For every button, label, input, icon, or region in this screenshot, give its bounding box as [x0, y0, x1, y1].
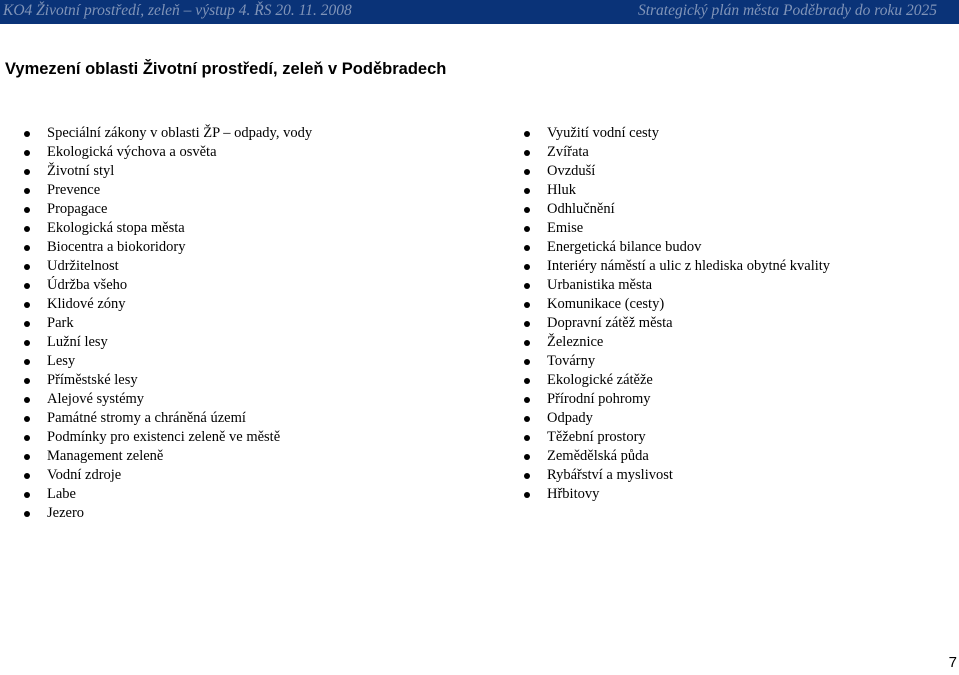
- bullet-icon: [524, 264, 530, 270]
- bullet-icon: [24, 245, 30, 251]
- bullet-icon: [24, 416, 30, 422]
- list-item: [524, 143, 830, 162]
- list-item: [24, 447, 312, 466]
- list-item: [524, 219, 830, 238]
- bullet-icon: [524, 321, 530, 327]
- header-right-text: Strategický plán města Poděbrady do roku 2025: [637, 2, 937, 19]
- list-item-text: Zvířata: [547, 144, 589, 160]
- list-item: [524, 162, 830, 181]
- bullet-icon: [24, 435, 30, 441]
- list-item-text: Ekologická stopa města: [47, 220, 185, 236]
- list-item: [24, 371, 312, 390]
- list-item-text: Energetická bilance budov: [547, 239, 702, 255]
- list-item: [24, 428, 312, 447]
- list-item: [24, 200, 312, 219]
- bullet-icon: [524, 340, 530, 346]
- list-item: [524, 200, 830, 219]
- bullet-icon: [24, 454, 30, 460]
- list-item: [24, 314, 312, 333]
- list-item: [524, 238, 830, 257]
- list-item: [24, 295, 312, 314]
- bullet-icon: [24, 264, 30, 270]
- bullet-icon: [524, 283, 530, 289]
- list-item-text: Zemědělská půda: [547, 448, 649, 464]
- bullet-icon: [524, 473, 530, 479]
- bullet-icon: [24, 492, 30, 498]
- header-left-text: KO4 Životní prostředí, zeleň – výstup 4. ŘS 20. 11. 2008: [3, 2, 352, 19]
- list-item: [524, 371, 830, 390]
- bullet-icon: [524, 131, 530, 137]
- page-number: 7: [948, 654, 957, 671]
- list-item-text: Udržitelnost: [47, 258, 119, 274]
- list-item-text: Využití vodní cesty: [547, 125, 659, 141]
- list-item-text: Odhlučnění: [547, 201, 615, 217]
- bullet-icon: [524, 226, 530, 232]
- left-bullet-list: [24, 124, 312, 523]
- list-item: [524, 466, 830, 485]
- list-item-text: Těžební prostory: [547, 429, 646, 445]
- list-item: [524, 295, 830, 314]
- bullet-icon: [24, 302, 30, 308]
- list-item-text: Emise: [547, 220, 584, 236]
- list-item-text: Jezero: [47, 505, 85, 521]
- list-item: [524, 181, 830, 200]
- list-item-text: Interiéry náměstí a ulic z hlediska obytné kvality: [547, 258, 831, 274]
- list-item-text: Továrny: [547, 353, 596, 369]
- list-item-text: Ekologická výchova a osvěta: [47, 144, 217, 160]
- bullet-icon: [524, 150, 530, 156]
- list-item-text: Památné stromy a chráněná území: [47, 410, 246, 426]
- list-item-text: Urbanistika města: [547, 277, 653, 293]
- list-item-text: Management zeleně: [47, 448, 164, 464]
- bullet-icon: [24, 150, 30, 156]
- list-item: [524, 390, 830, 409]
- list-item-text: Ovzduší: [547, 163, 596, 179]
- list-item: [24, 352, 312, 371]
- list-item: [24, 257, 312, 276]
- list-item-text: Klidové zóny: [47, 296, 126, 312]
- bullet-icon: [524, 188, 530, 194]
- bullet-icon: [24, 283, 30, 289]
- list-item-text: Propagace: [47, 201, 108, 217]
- list-item: [524, 276, 830, 295]
- bullet-icon: [524, 359, 530, 365]
- bullet-icon: [24, 511, 30, 517]
- list-item-text: Rybářství a myslivost: [547, 467, 673, 483]
- list-item-text: Přírodní pohromy: [547, 391, 651, 407]
- list-item: [524, 352, 830, 371]
- right-bullet-list: [524, 124, 830, 504]
- bullet-icon: [524, 397, 530, 403]
- bullet-icon: [524, 416, 530, 422]
- list-item-text: Hluk: [547, 182, 576, 198]
- list-item: [24, 162, 312, 181]
- bullet-icon: [24, 321, 30, 327]
- bullet-icon: [524, 435, 530, 441]
- list-item-text: Alejové systémy: [47, 391, 145, 407]
- list-item-text: Labe: [47, 486, 76, 502]
- list-item: [24, 504, 312, 523]
- list-item: [24, 219, 312, 238]
- list-item: [524, 428, 830, 447]
- page-title: Vymezení oblasti Životní prostředí, zeleň v Poděbradech: [5, 60, 447, 78]
- bullet-icon: [524, 245, 530, 251]
- list-item-text: Příměstské lesy: [47, 372, 138, 388]
- list-item-text: Speciální zákony v oblasti ŽP – odpady, vody: [47, 125, 313, 141]
- bullet-icon: [24, 207, 30, 213]
- list-item: [24, 181, 312, 200]
- list-item-text: Lužní lesy: [47, 334, 108, 350]
- bullet-icon: [24, 397, 30, 403]
- list-item-text: Ekologické zátěže: [547, 372, 653, 388]
- list-item: [524, 124, 830, 143]
- list-item: [24, 485, 312, 504]
- list-item-text: Dopravní zátěž města: [547, 315, 673, 331]
- list-item: [24, 124, 312, 143]
- list-item: [524, 333, 830, 352]
- bullet-icon: [24, 226, 30, 232]
- bullet-icon: [524, 378, 530, 384]
- bullet-icon: [24, 169, 30, 175]
- bullet-icon: [524, 207, 530, 213]
- bullet-icon: [24, 188, 30, 194]
- bullet-icon: [524, 302, 530, 308]
- bullet-icon: [524, 169, 530, 175]
- list-item-text: Železnice: [547, 334, 604, 350]
- bullet-icon: [524, 454, 530, 460]
- list-item: [524, 314, 830, 333]
- bullet-icon: [524, 492, 530, 498]
- bullet-icon: [24, 378, 30, 384]
- list-item-text: Biocentra a biokoridory: [47, 239, 186, 255]
- list-item-text: Park: [47, 315, 74, 331]
- header-bar: [0, 0, 959, 24]
- list-item: [524, 409, 830, 428]
- list-item: [24, 333, 312, 352]
- list-item-text: Prevence: [47, 182, 101, 198]
- list-item: [524, 485, 830, 504]
- list-item-text: Podmínky pro existenci zeleně ve městě: [47, 429, 281, 445]
- list-item-text: Údržba všeho: [47, 277, 128, 293]
- bullet-icon: [24, 131, 30, 137]
- list-item: [24, 143, 312, 162]
- list-item: [24, 409, 312, 428]
- list-item-text: Odpady: [547, 410, 593, 426]
- bullet-icon: [24, 359, 30, 365]
- list-item: [24, 390, 312, 409]
- bullet-icon: [24, 340, 30, 346]
- list-item-text: Životní styl: [47, 163, 115, 179]
- list-item: [24, 276, 312, 295]
- list-item-text: Lesy: [47, 353, 76, 369]
- list-item: [24, 466, 312, 485]
- list-item-text: Hřbitovy: [547, 486, 600, 502]
- list-item: [524, 447, 830, 466]
- list-item: [524, 257, 830, 276]
- list-item: [24, 238, 312, 257]
- list-item-text: Komunikace (cesty): [547, 296, 665, 312]
- list-item-text: Vodní zdroje: [47, 467, 122, 483]
- bullet-icon: [24, 473, 30, 479]
